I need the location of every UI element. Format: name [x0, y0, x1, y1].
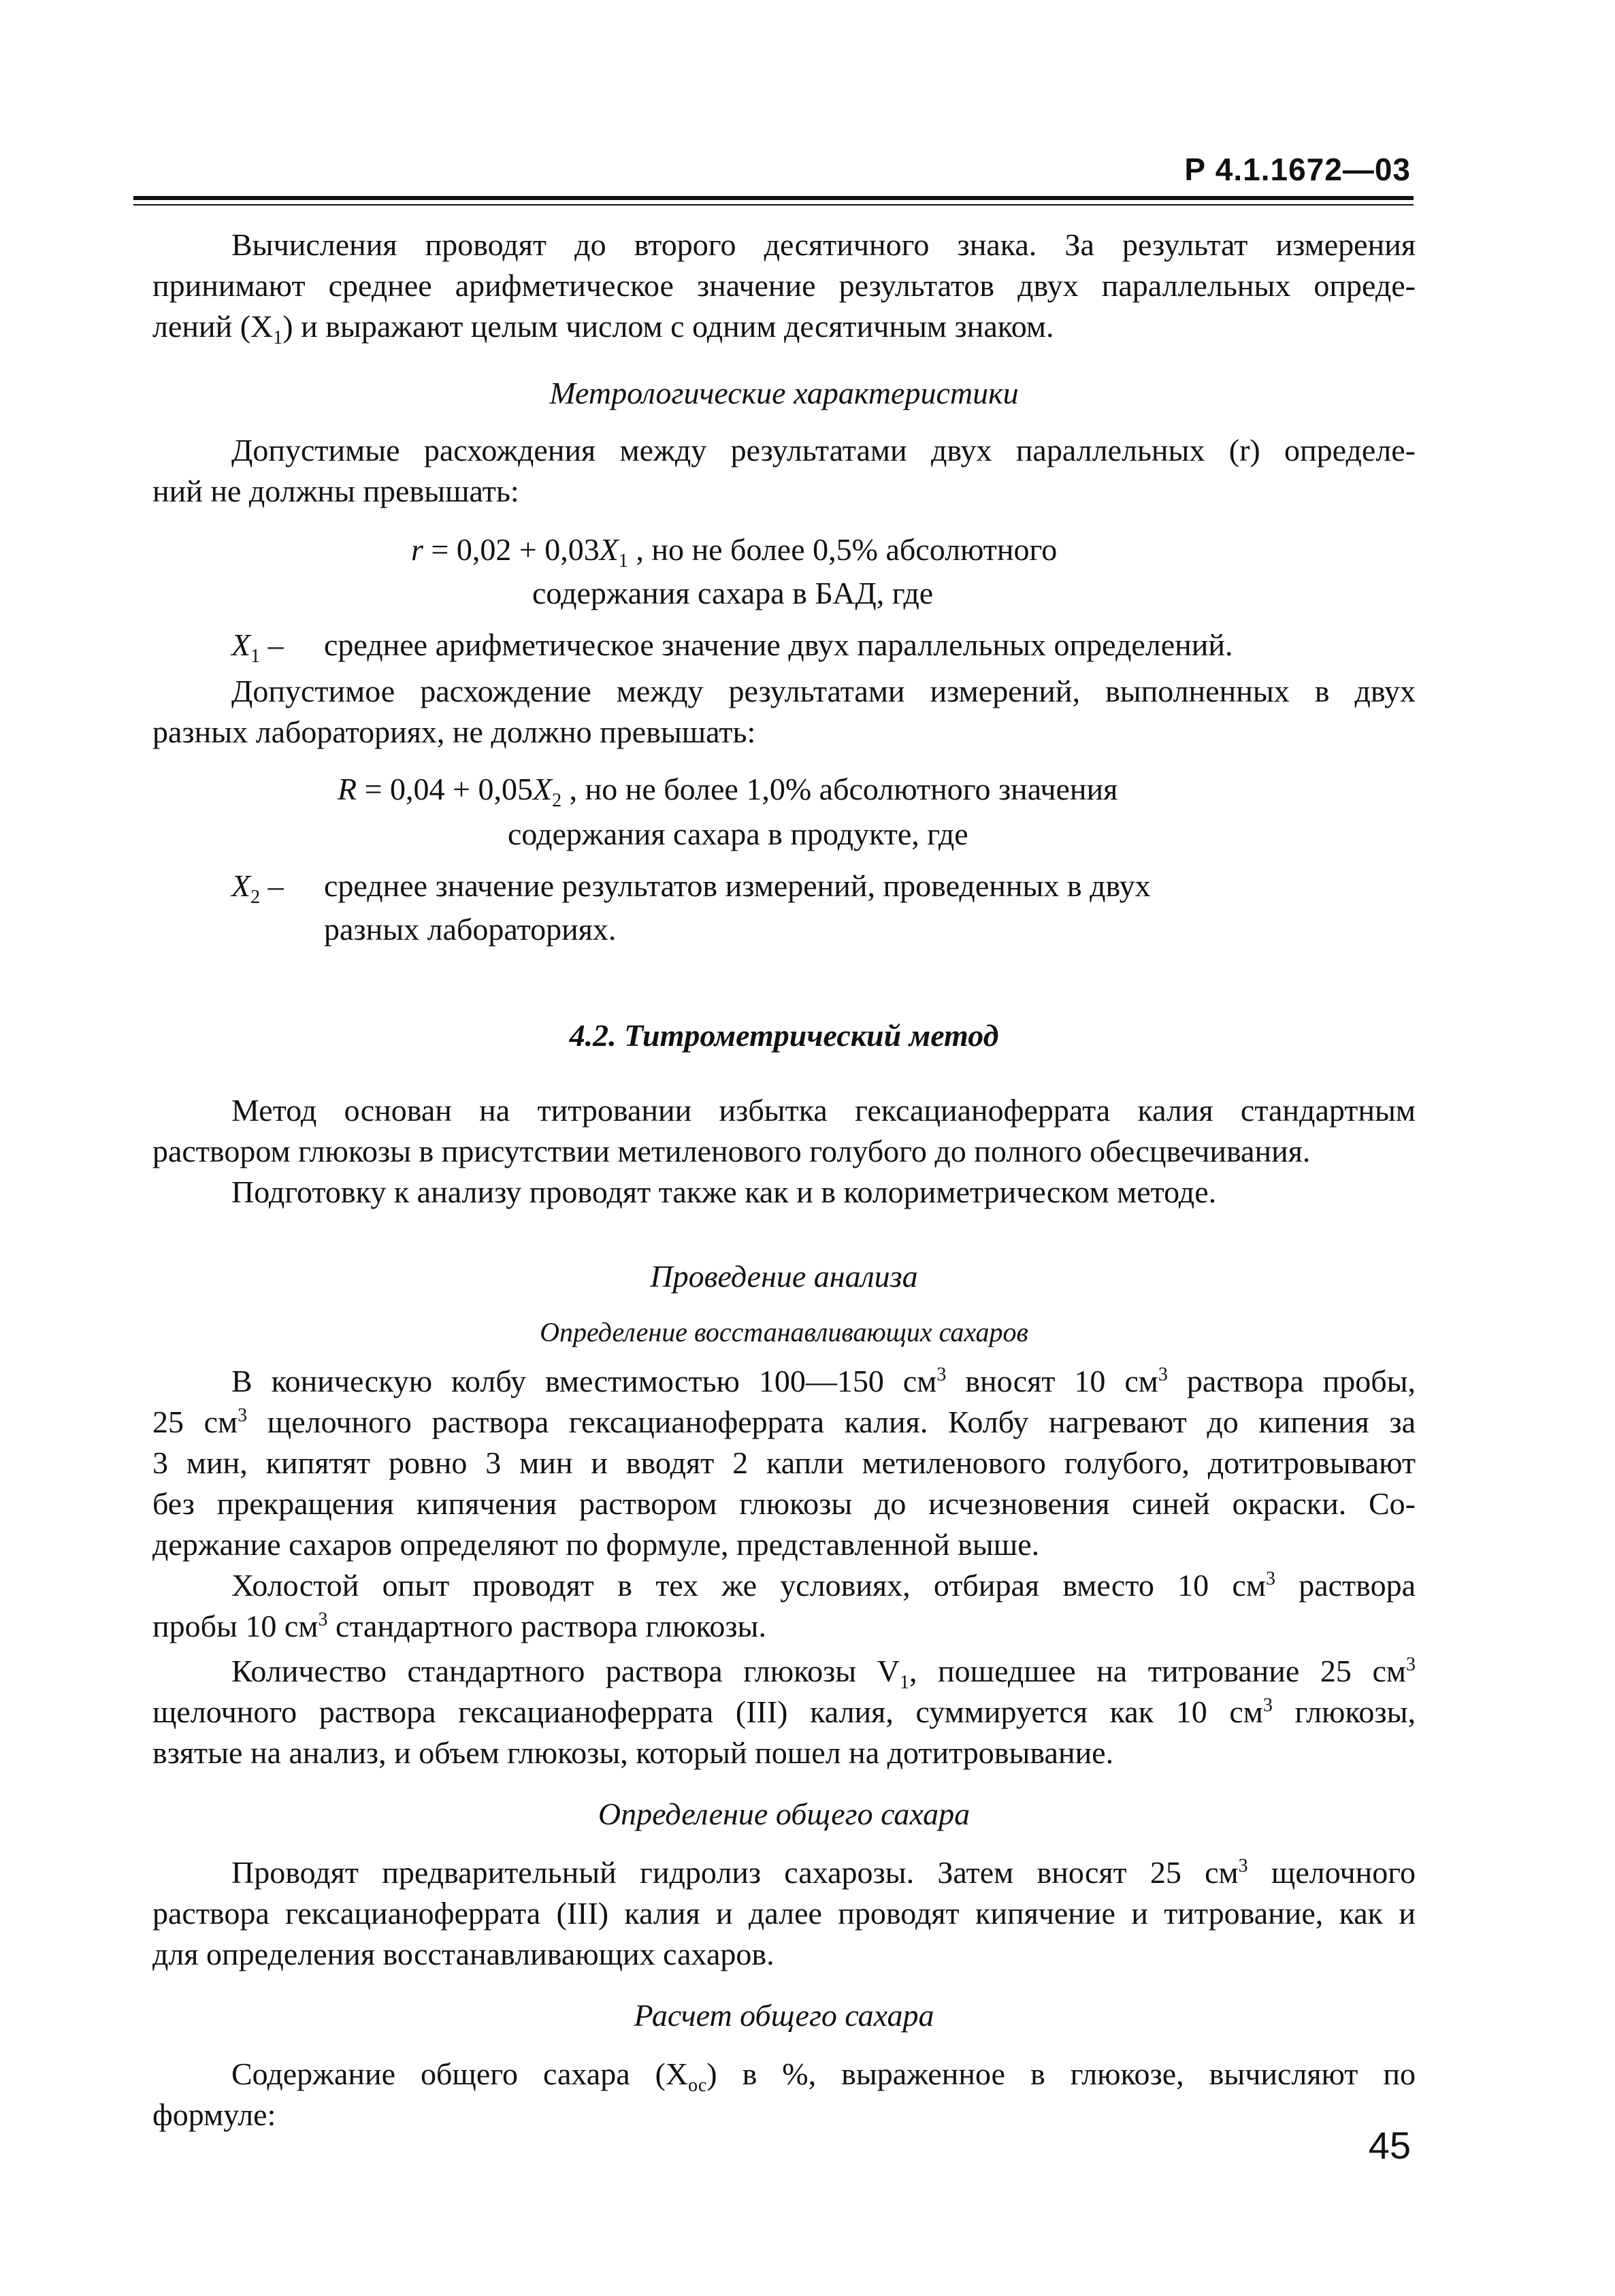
text-line: держание сахаров определяют по формуле, представленной выше.	[152, 1527, 1040, 1562]
text-line: ний не должны превышать:	[152, 474, 519, 508]
text-line: раствором глюкозы в присутствии метиленового голубого до полного обесцвечивания.	[152, 1134, 1311, 1168]
text-line: 3 мин, кипятят ровно 3 мин и вводят 2 капли метиленового голубого, дотитровывают	[152, 1445, 1416, 1480]
paragraph-discrepancy	[152, 430, 1416, 512]
header-rule	[133, 196, 1414, 200]
text-line: принимают среднее арифметическое значение результатов двух параллельных опреде-	[152, 268, 1416, 303]
definition-x1: $X_1$ –	[231, 627, 284, 668]
header-rule-thin	[133, 204, 1414, 206]
text-line: Проводят предварительный гидролиз сахарозы. Затем вносят 25 $см^3$ щелочного	[231, 1855, 1416, 1890]
paragraph-blank-test	[152, 1565, 1416, 1647]
text-line: Подготовку к анализу проводят также как и в колориметрическом методе.	[231, 1175, 1217, 1209]
section-heading-titrometric: 4.2. Титрометрический метод	[569, 1018, 999, 1053]
formula-r-line2: содержания сахара в БАД, где	[532, 576, 934, 610]
text-line: раствора гексацианоферрата (III) калия и далее проводят кипячение и титрование, как и	[152, 1896, 1416, 1931]
paragraph-glucose-quantity	[152, 1651, 1416, 1773]
text-line: 25 $см^3$ щелочного раствора гексацианоферрата калия. Колбу нагревают до кипения за	[152, 1405, 1416, 1439]
paragraph-lab-discrepancy	[152, 671, 1416, 753]
text-line: Допустимое расхождение между результатами измерений, выполненных в двух	[231, 674, 1416, 708]
formula-R-line2: содержания сахара в продукте, где	[508, 817, 968, 851]
text-line: разных лабораториях, не должно превышать:	[152, 715, 756, 749]
text-line: пробы 10 $см^3$ стандартного раствора глюкозы.	[152, 1609, 766, 1643]
text-line: Допустимые расхождения между результатами двух параллельных (r) определе-	[231, 433, 1416, 468]
text-line: для определения восстанавливающих сахаров.	[152, 1937, 774, 1971]
text-line: лений $(X_1)$ и выражают целым числом с одним десятичным знаком.	[152, 309, 1054, 347]
paragraph-calculation-formula	[152, 2054, 1416, 2135]
text-line: Содержание общего сахара $(X_{ос})$ в %, выраженное в глюкозе, вычисляют по	[231, 2056, 1416, 2095]
formula-r: $r = 0,02 + 0,03X_1$ , но не более 0,5% абсолютного	[411, 532, 1058, 572]
paragraph-total-sugar	[152, 1852, 1416, 1975]
definition-x2: $X_2$ –	[231, 868, 284, 908]
reducing-sugars-heading: Определение восстанавливающих сахаров	[540, 1317, 1028, 1347]
calculation-heading: Расчет общего сахара	[634, 1998, 934, 2033]
definition-x2-text: среднее значение результатов измерений, проведенных в двух	[324, 868, 1151, 903]
text-line: формуле:	[152, 2097, 276, 2132]
total-sugar-heading: Определение общего сахара	[598, 1797, 970, 1831]
text-line: Вычисления проводят до второго десятичного знака. За результат измерения	[231, 227, 1416, 262]
paragraph-calculation	[152, 225, 1416, 347]
document-code: Р 4.1.1672—03	[1184, 152, 1411, 187]
text-line: взятые на анализ, и объем глюкозы, который пошел на дотитровывание.	[152, 1735, 1114, 1770]
text-line: без прекращения кипячения раствором глюкозы до исчезновения синей окраски. Со-	[152, 1486, 1416, 1521]
text-line: Метод основан на титровании избытка гексацианоферрата калия стандартным	[231, 1093, 1416, 1128]
paragraph-method	[152, 1090, 1416, 1213]
text-line: В коническую колбу вместимостью 100—150 $см^3$ вносят 10 $см^3$ раствора пробы,	[231, 1364, 1416, 1398]
page-number: 45	[1368, 2124, 1411, 2167]
definition-x2-text-2: разных лабораториях.	[324, 912, 617, 947]
text-line: Холостой опыт проводят в тех же условиях, отбирая вместо 10 $см^3$ раствора	[231, 1568, 1416, 1603]
text-line: Количество стандартного раствора глюкозы $V_1$, пошедшее на титрование 25 $см^3$	[231, 1654, 1416, 1692]
paragraph-reducing-sugars	[152, 1361, 1416, 1565]
analysis-heading: Проведение анализа	[650, 1259, 918, 1294]
formula-R: $R = 0,04 + 0,05X_2$ , но не более 1,0% абсолютного значения	[338, 772, 1118, 812]
definition-x1-text: среднее арифметическое значение двух параллельных определений.	[324, 627, 1233, 662]
metrology-heading: Метрологические характеристики	[549, 376, 1019, 410]
text-line: щелочного раствора гексацианоферрата (III) калия, суммируется как 10 $см^3$ глюкозы,	[152, 1694, 1416, 1729]
